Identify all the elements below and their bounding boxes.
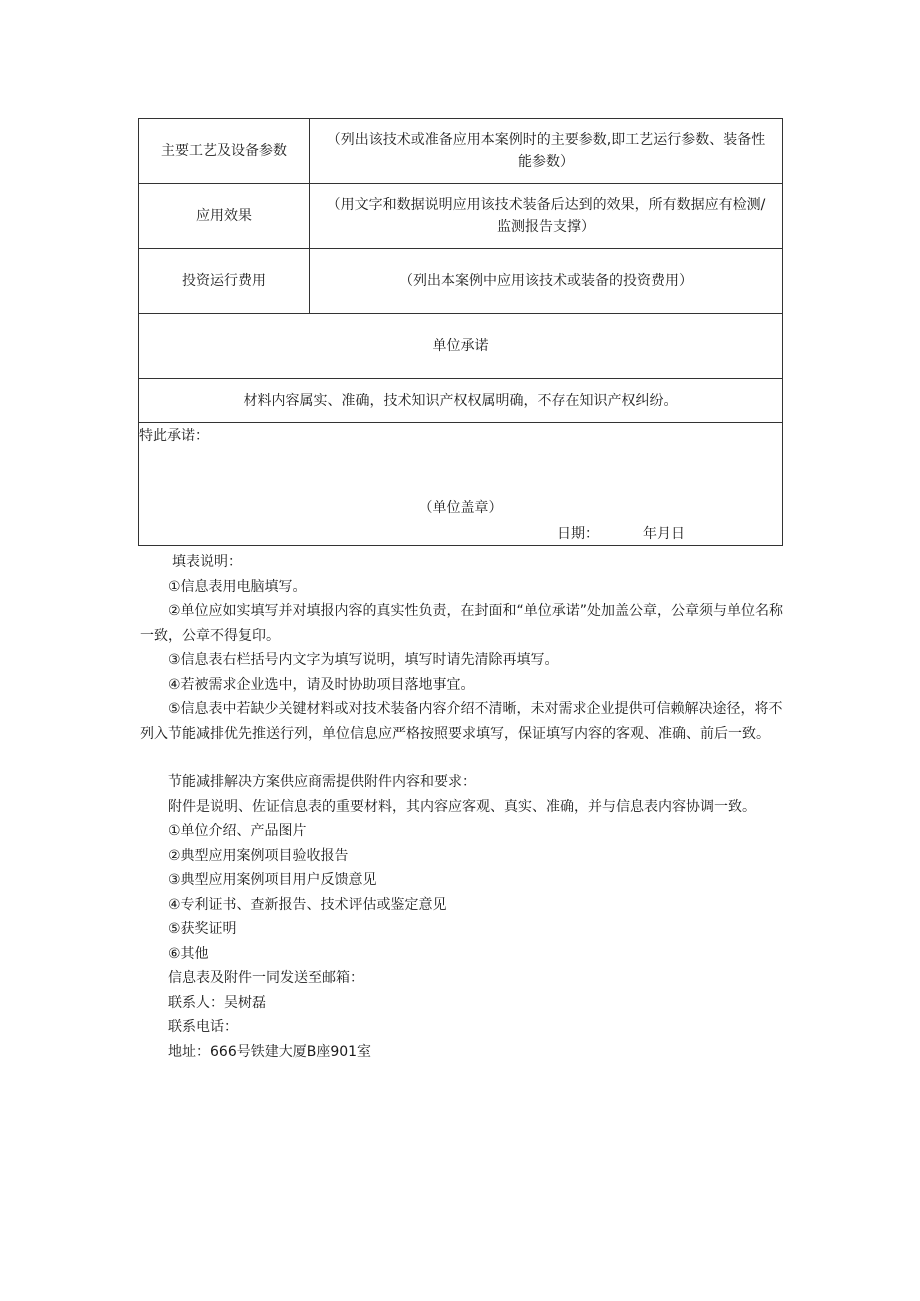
- instructions-title: 填表说明：: [172, 554, 242, 570]
- attachment-item: ②典型应用案例项目验收报告: [168, 847, 349, 864]
- notes-section: [140, 550, 785, 1064]
- date-label: 日期：: [557, 526, 599, 542]
- contact-address: 地址：666号铁建大厦B座901室: [168, 1043, 372, 1060]
- send-to-text: 信息表及附件一同发送至邮箱：: [168, 970, 364, 986]
- instruction-item: ①信息表用电脑填写。: [168, 578, 307, 595]
- contact-person: 联系人：吴树磊: [168, 994, 266, 1011]
- contact-phone: 联系电话：: [168, 1019, 238, 1035]
- date-value[interactable]: 年月日: [643, 526, 685, 542]
- attachment-item: ①单位介绍、产品图片: [168, 823, 307, 839]
- attachment-item: ⑥其他: [168, 945, 209, 962]
- table-row: [139, 249, 783, 314]
- commitment-lead: 特此承诺：: [139, 428, 209, 444]
- table-row: [139, 119, 783, 184]
- attachment-item: ⑤获奖证明: [168, 921, 237, 937]
- attachments-title: 节能减排解决方案供应商需提供附件内容和要求：: [168, 774, 476, 790]
- attachment-item: ③典型应用案例项目用户反馈意见: [168, 872, 377, 888]
- row-content[interactable]: （用文字和数据说明应用该技术装备后达到的效果，所有数据应有检测/监测报告支撑）: [310, 184, 783, 249]
- commitment-statement-row: [139, 379, 783, 423]
- instruction-item: ⑤信息表中若缺少关键材料或对技术装备内容介绍不清晰，未对需求企业提供可信赖解决途径，将不列入节能减排优先推送行列，单位信息应严格按照要求填写，保证填写内容的客观、准确、前后一致。: [140, 701, 783, 742]
- row-label: 应用效果: [139, 184, 310, 249]
- instruction-item: ④若被需求企业选中，请及时协助项目落地事宜。: [168, 676, 475, 693]
- seal-label: （单位盖章）: [418, 500, 503, 516]
- commitment-title-row: [139, 314, 783, 379]
- row-label: 投资运行费用: [139, 249, 310, 314]
- table-row: [139, 184, 783, 249]
- commitment-body: [139, 423, 783, 546]
- instruction-item: ②单位应如实填写并对填报内容的真实性负责，在封面和“单位承诺”处加盖公章，公章须与单位名称一致，公章不得复印。: [140, 603, 784, 644]
- info-form-table: [138, 118, 783, 546]
- attachments-intro: 附件是说明、佐证信息表的重要材料，其内容应客观、真实、准确，并与信息表内容协调一致。: [168, 798, 756, 815]
- spacer: [140, 746, 785, 770]
- row-label: 主要工艺及设备参数: [139, 119, 310, 184]
- attachment-item: ④专利证书、查新报告、技术评估或鉴定意见: [168, 896, 447, 913]
- instruction-item: ③信息表右栏括号内文字为填写说明，填写时请先清除再填写。: [168, 652, 559, 668]
- row-content[interactable]: （列出本案例中应用该技术或装备的投资费用）: [310, 249, 783, 314]
- commitment-body-row: [139, 423, 783, 546]
- row-content[interactable]: （列出该技术或准备应用本案例时的主要参数,即工艺运行参数、装备性能参数）: [310, 119, 783, 184]
- commitment-statement: 材料内容属实、准确，技术知识产权权属明确，不存在知识产权纠纷。: [139, 379, 783, 423]
- commitment-title: 单位承诺: [139, 314, 783, 379]
